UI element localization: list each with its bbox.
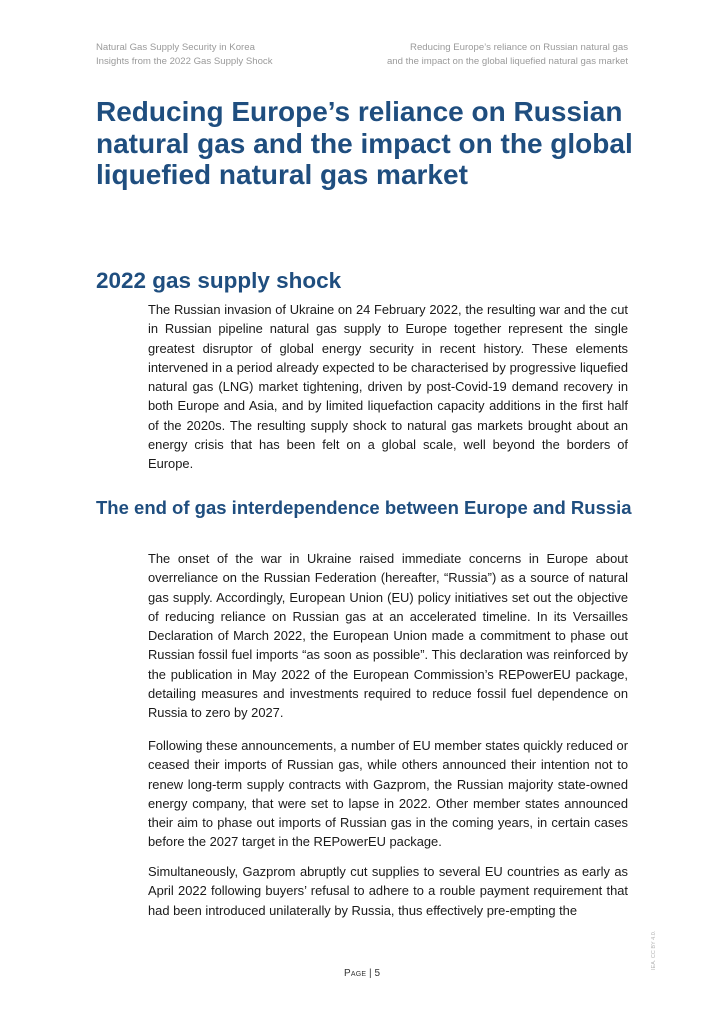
body-paragraph: The onset of the war in Ukraine raised immediate concerns in Europe about overreliance on the Russian Federation (hereafter, “Russia”) as a source of natural gas supply. Accordingly, European Union (EU) policy initiatives set out the objective of reducing reliance on Russian gas at an accelerated timeline. In its Versailles Declaration of March 2022, the European Union made a commitment to phase out Russian fossil fuel imports “as soon as possible”. This declaration was reinforced by the publication in May 2022 of the European Commission’s REPowerEU package, detailing measures and investments required to reduce fossil fuel dependence on Russia to zero by 2027. bbox=[148, 551, 628, 721]
running-header bbox=[96, 41, 628, 69]
running-header-left bbox=[96, 41, 273, 69]
report-title: Natural Gas Supply Security in Korea bbox=[96, 42, 255, 53]
section-heading-interdependence: The end of gas interdependence between Europe and Russia bbox=[96, 497, 632, 518]
page-label: Page bbox=[344, 968, 367, 979]
chapter-title: Reducing Europe’s reliance on Russian natural gas and the impact on the global liquefied natural gas market bbox=[96, 96, 633, 190]
chapter-title-line1: Reducing Europe’s reliance on Russian natural gas bbox=[410, 42, 628, 53]
chapter-title-line2: and the impact on the global liquefied natural gas market bbox=[386, 56, 628, 67]
body-paragraph: The Russian invasion of Ukraine on 24 February 2022, the resulting war and the cut in Russian pipeline natural gas supply to Europe together represent the single greatest disruptor of global energy security in recent history. These elements intervened in a period already expected to be characterised by progressive liquefied natural gas (LNG) market tightening, driven by post-Covid-19 demand recovery in both Europe and Asia, and by limited liquefaction capacity additions in the first half of the 2020s. The resulting supply shock to natural gas markets brought about an energy crisis that has been felt on a global scale, well beyond the borders of Europe. bbox=[148, 302, 628, 472]
page-separator: | bbox=[369, 968, 372, 979]
page-number: 5 bbox=[374, 968, 380, 979]
running-header-right bbox=[387, 41, 628, 69]
report-subtitle: Insights from the 2022 Gas Supply Shock bbox=[96, 56, 273, 67]
license-note: IEA. CC BY 4.0. bbox=[651, 930, 657, 970]
page-footer bbox=[0, 967, 724, 981]
body-paragraph: Simultaneously, Gazprom abruptly cut supplies to several EU countries as early as April 2022 following buyers’ refusal to adhere to a rouble payment requirement that had been introduced unilaterally by Russia, thus effectively pre-empting the bbox=[148, 864, 628, 918]
section-heading-supply-shock: 2022 gas supply shock bbox=[96, 268, 342, 293]
body-paragraph: Following these announcements, a number of EU member states quickly reduced or ceased their imports of Russian gas, while others announced their intention not to renew long-term supply contracts with Gazprom, the Russian majority state-owned energy company, that were set to lapse in 2022. Other member states announced their aim to phase out imports of Russian gas in the coming years, in certain cases before the 2027 target in the REPowerEU package. bbox=[148, 738, 628, 850]
